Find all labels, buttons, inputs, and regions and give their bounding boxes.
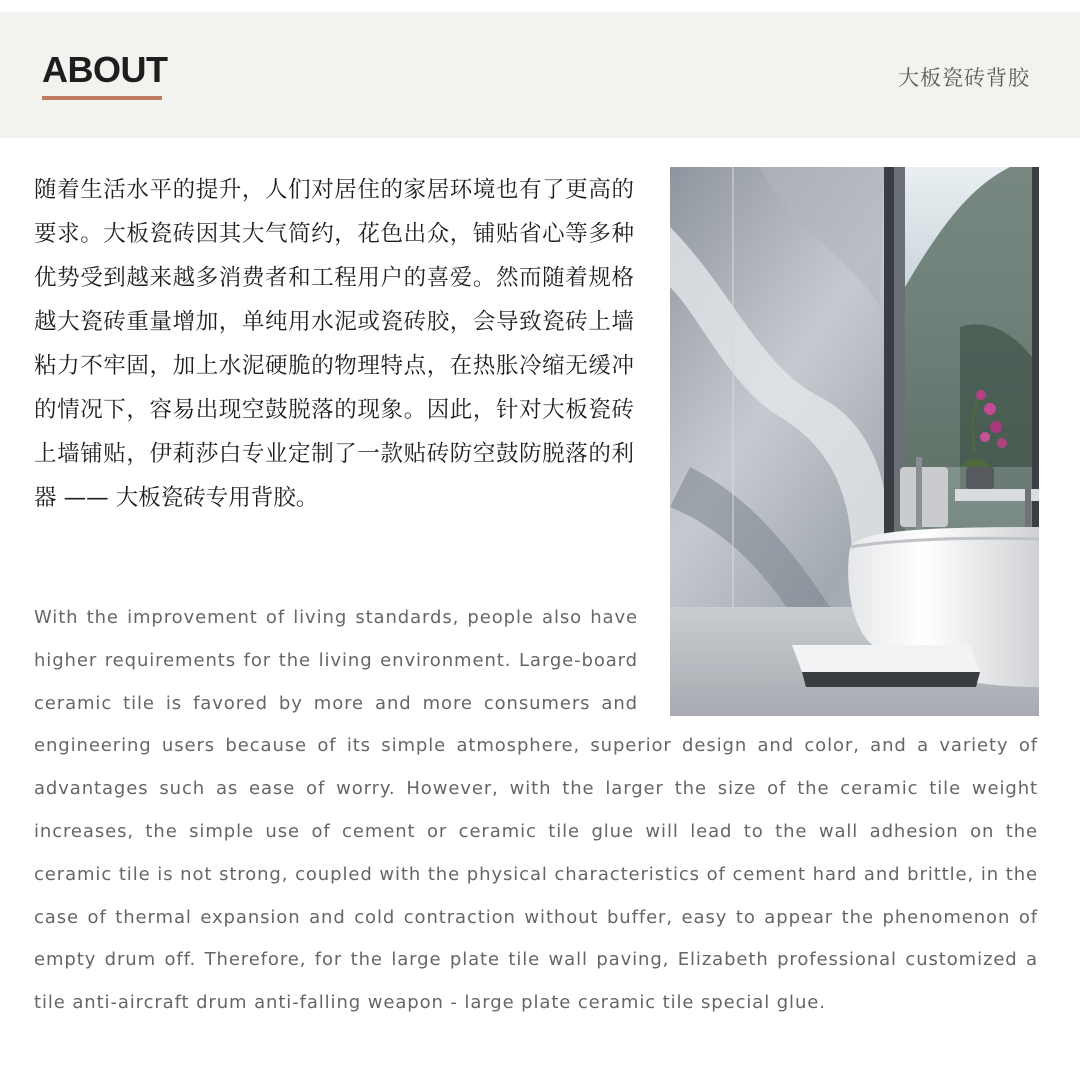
header-banner [0, 12, 1080, 138]
title-underline [42, 96, 162, 100]
intro-english-paragraph [34, 597, 1038, 1025]
intro-chinese-paragraph: 随着生活水平的提升，人们对居住的家居环境也有了更高的要求。大板瓷砖因其大气简约，花色出众，铺贴省心等多种优势受到越来越多消费者和工程用户的喜爱。然而随着规格越大瓷砖重量增加，单纯用水泥或瓷砖胶，会导致瓷砖上墙粘力不牢固，加上水泥硬脆的物理特点，在热胀冷缩无缓冲的情况下，容易出现空鼓脱落的现象。因此，针对大板瓷砖上墙铺贴，伊莉莎白专业定制了一款贴砖防空鼓防脱落的利器 —— 大板瓷砖专用背胶。 [34, 177, 634, 511]
image-wrap-spacer [638, 597, 1038, 725]
page-subtitle: 大板瓷砖背胶 [898, 66, 1030, 90]
page-title: ABOUT [42, 49, 168, 90]
intro-english-text: With the improvement of living standards, people also have higher requirements for the living environment. Large-board ceramic tile is favored by more and more consumers and engineering users because of its simple atmosphere, superior design and color, and a variety of advantages such as ease of worry. However, with the larger the size of the ceramic tile weight increases, the simple use of cement or ceramic tile glue will lead to the wall adhesion on the ceramic tile is not strong, coupled with the physical characteristics of cement hard and brittle, in the case of thermal expansion and cold contraction without buffer, easy to appear the phenomenon of empty drum off. Therefore, for the large plate tile wall paving, Elizabeth professional customized a tile anti-aircraft drum anti-falling weapon - large plate ceramic tile special glue. [34, 607, 1038, 1014]
